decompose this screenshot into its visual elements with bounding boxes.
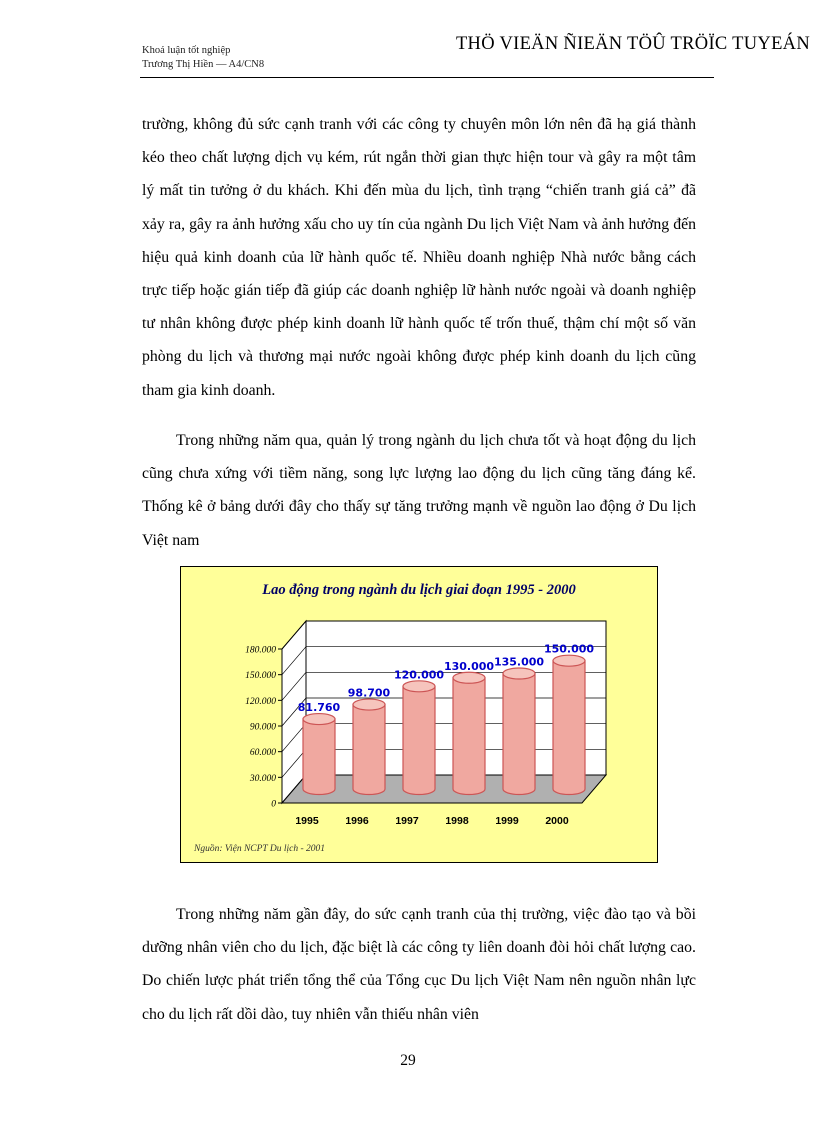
chart-y-tick-label: 60.000 <box>249 748 276 759</box>
paragraph-1: trường, không đủ sức cạnh tranh với các công ty chuyên môn lớn nên đã hạ giá thành kéo theo chất lượng dịch vụ kém, rút ngắn thời gian thực hiện tour và gây ra một tâm lý mất tin tưởng ở du khách. Khi đến mùa du lịch, tình trạng “chiến tranh giá cả” đã xảy ra, gây ra ảnh hưởng xấu cho uy tín của ngành Du lịch Việt Nam và ảnh hưởng đến hiệu quả kinh doanh của lữ hành quốc tế. Nhiều doanh nghiệp Nhà nước bằng cách trực tiếp hoặc gián tiếp đã giúp các doanh nghiệp lữ hành nước ngoài và doanh nghiệp tư nhân không được phép kinh doanh lữ hành quốc tế trốn thuế, thậm chí một số văn phòng du lịch và thương mại nước ngoài không được phép kinh doanh du lịch cũng tham gia kinh doanh. <box>142 116 696 399</box>
chart-value-label: 98.700 <box>347 686 391 700</box>
chart-bar <box>353 705 385 795</box>
chart-bar-top <box>453 672 485 683</box>
chart-container <box>180 566 658 863</box>
chart-bar-top <box>503 668 535 679</box>
chart-title: Lao động trong ngành du lịch giai đoạn 1995 - 2000 <box>262 582 576 598</box>
chart-y-tick-label: 180.000 <box>245 645 276 656</box>
chart-bar-top <box>353 699 385 710</box>
chart-category-label: 1999 <box>495 815 519 827</box>
chart-bar-top <box>553 655 585 666</box>
paragraph-2: Trong những năm qua, quản lý trong ngành du lịch chưa tốt và hoạt động du lịch cũng chưa xứng với tiềm năng, song lực lượng lao động du lịch cũng tăng đáng kể. Thống kê ở bảng dưới đây cho thấy sự tăng trưởng mạnh về nguồn lao động ở Du lịch Việt nam <box>142 432 696 549</box>
chart-value-label: 130.000 <box>443 659 495 673</box>
header-rule <box>140 77 714 78</box>
header-left <box>142 44 264 72</box>
chart-category-label: 1998 <box>445 815 469 827</box>
header-library-title: THÖ VIEÄN ÑIEÄN TÖÛ TRÖÏC TUYEÁN <box>455 34 810 54</box>
chart-bar-top <box>303 714 335 725</box>
header-author: Trương Thị Hiền — A4/CN8 <box>142 59 265 70</box>
chart-y-tick-label: 30.000 <box>249 773 276 784</box>
chart-y-tick-label: 120.000 <box>245 696 276 707</box>
chart-source: Nguồn: Viện NCPT Du lịch - 2001 <box>194 844 326 854</box>
chart-category-label: 2000 <box>545 815 569 827</box>
chart-category-label: 1997 <box>395 815 419 827</box>
chart-bar-top <box>403 681 435 692</box>
chart-bar <box>503 674 535 795</box>
chart-value-label: 81.760 <box>297 701 341 715</box>
chart-bar <box>303 719 335 794</box>
page-number: 29 <box>400 1052 416 1069</box>
chart-value-label: 150.000 <box>543 642 595 656</box>
chart-y-tick-label: 0 <box>271 799 276 810</box>
paragraph-3: Trong những năm gần đây, do sức cạnh tranh của thị trường, việc đào tạo và bồi dưỡng nhân viên cho du lịch, đặc biệt là các công ty liên doanh đòi hỏi chất lượng cao. Do chiến lược phát triển tổng thể của Tổng cục Du lịch Việt Nam nên nguồn nhân lực cho du lịch rất dồi dào, tuy nhiên vẫn thiếu nhân viên <box>142 906 696 1023</box>
chart-y-tick-label: 150.000 <box>245 671 276 682</box>
chart-value-label: 120.000 <box>393 668 445 682</box>
chart-bar <box>553 661 585 795</box>
chart-category-label: 1996 <box>345 815 369 827</box>
chart-value-label: 135.000 <box>493 655 545 669</box>
header-thesis-label: Khoá luận tốt nghiệp <box>142 45 231 56</box>
chart-plot <box>181 567 659 864</box>
chart-y-tick-label: 90.000 <box>249 722 276 733</box>
chart-category-label: 1995 <box>295 815 319 827</box>
chart-bar <box>453 678 485 795</box>
chart-bar <box>403 686 435 794</box>
